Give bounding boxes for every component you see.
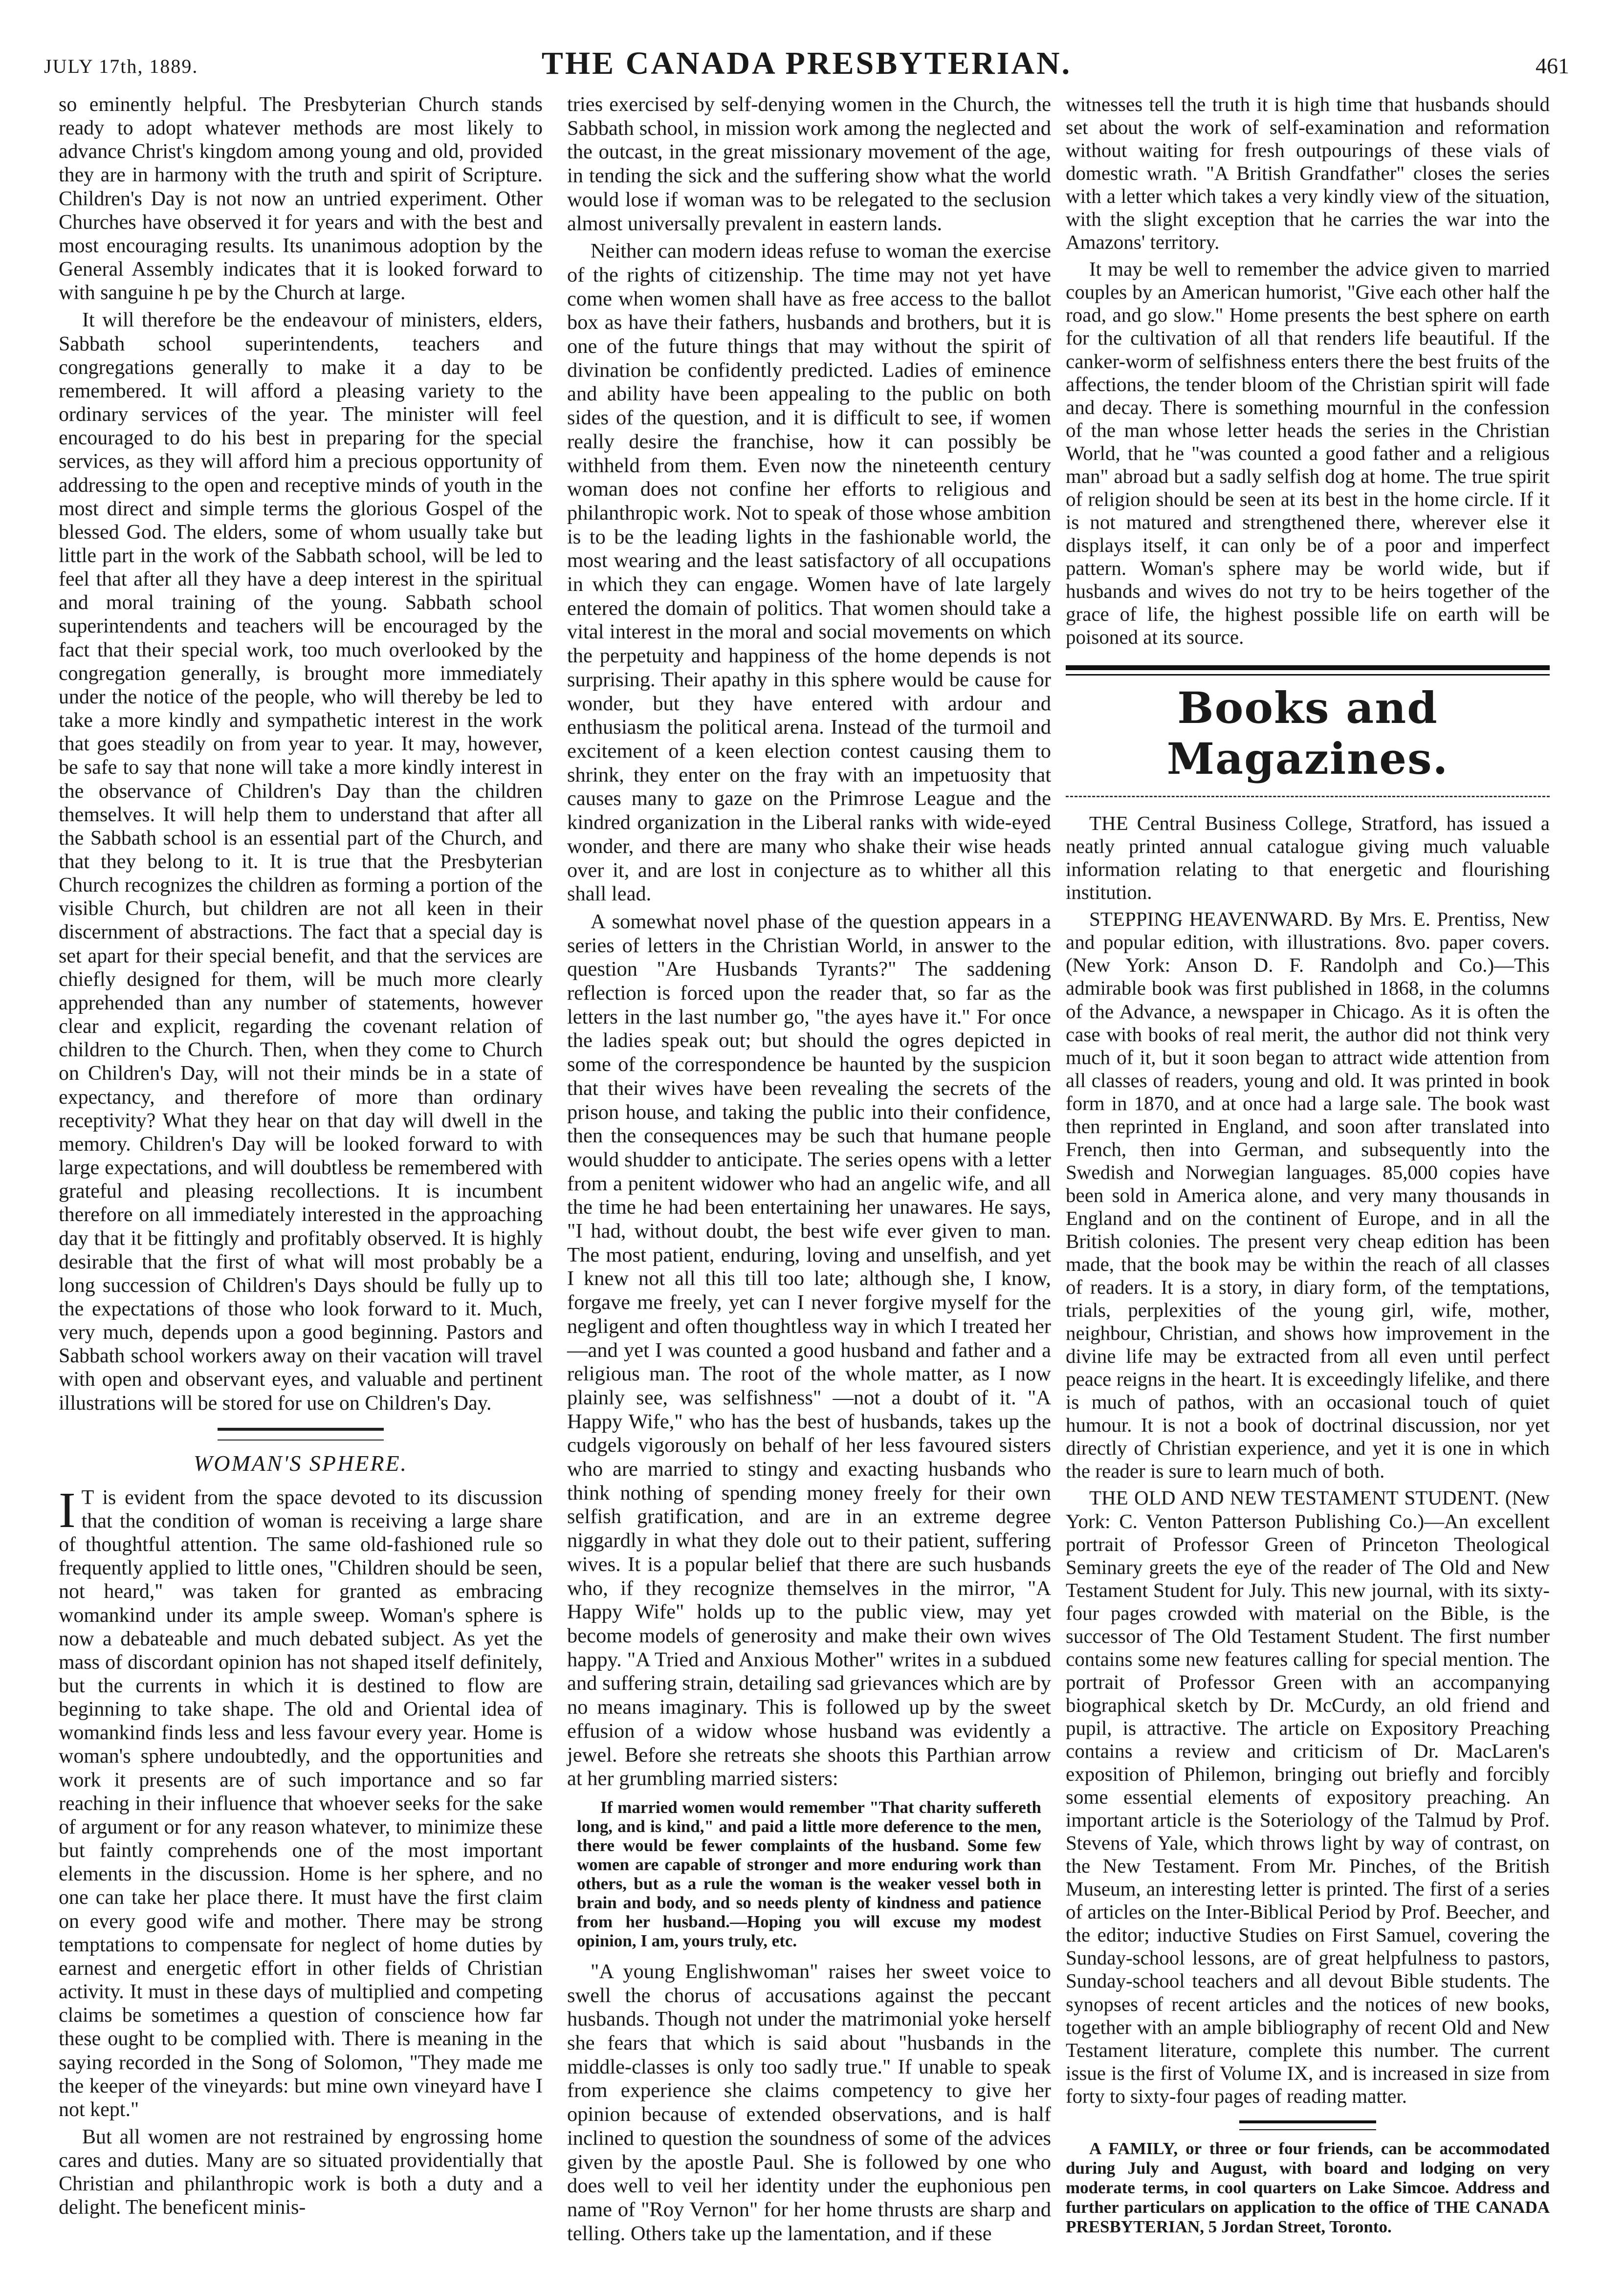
issue-date: JULY 17th, 1889. [44,55,198,77]
column-3 [1066,93,1550,2241]
review-paragraph: THE OLD AND NEW TESTAMENT STUDENT. (New York: C. Venton Patterson Publishing Co.)—An excellent portrait of Professor Green of Princeton Theological Seminary greets the eye of the reader of The Old and New Testament Student for July. This new journal, with its sixty-four pages crowded with material on the Bible, is the successor of The Old Testament Student. The first number contains some new features calling for special mention. The portrait of Professor Green with an accompanying biographical sketch by Dr. McCurdy, an old friend and pupil, is attractive. The article on Expository Preaching contains a review and criticism of Dr. MacLaren's exposition of Philemon, bringing out briefly and forcibly some essential elements of expository preaching. An important article is the Soteriology of the Talmud by Prof. Stevens of Yale, which throws light by way of contrast, on the New Testament. From Mr. Pinches, of the British Museum, an interesting letter is printed. The first of a series of articles on the Inter-Biblical Period by Prof. Beecher, and the editor; inductive Studies on First Samuel, covering the Sunday-school lessons, are of great helpfulness to pastors, Sunday-school teachers and all devout Bible students. The synopses of recent articles and the notices of new books, together with an ample bibliography of recent Old and New Testament literature, complete this number. The current issue is the first of Volume IX, and is increased in size from forty to sixty-four pages of reading matter. [1066,1486,1550,2107]
block-quote: If married women would remember "That charity suffereth long, and is kind," and paid a little more deference to the men, there would be fewer complaints of the husband. Some few women are capable of stronger and more enduring work than others, but as a rule the woman is the weaker vessel both in brain and body, and so needs plenty of kindness and patience from her husband.—Hoping you will excuse my modest opinion, I am, yours truly, etc. [577,1797,1041,1950]
thick-rule [1066,665,1550,670]
section-heading-books: Books and Magazines. [1166,682,1449,785]
article-paragraph: But all women are not restrained by engrossing home cares and duties. Many are so situated providentially that Christian and philanthropic work is both a duty and a delight. The beneficent minis- [59,2125,543,2219]
notice-paragraph: A FAMILY, or three or four friends, can be accommodated during July and August, with board and lodging on very moderate terms, in cool quarters on Lake Simcoe. Address and further particulars on application to the office of THE CANADA PRESBYTERIAN, 5 Jordan Street, Toronto. [1066,2139,1550,2236]
article-paragraph: "A young Englishwoman" raises her sweet voice to swell the chorus of accusations against the peccant husbands. Though not under the matrimonial yoke herself she fears that which is said about "husbands in the middle-classes is only too sadly true." If unable to speak from experience she claims competency to give her opinion because of extended observations, and is half inclined to question the soundness of some of the advices given by the apostle Paul. She is followed by one who does well to veil her identity under the euphonious pen name of "Roy Vernon" for her home thrusts are sharp and telling. Others take up the lamentation, and if these [567,1960,1051,2245]
review-paragraph: THE Central Business College, Stratford, has issued a neatly printed annual catalogue giving much valuable information relating to that energetic and flourishing institution. [1066,812,1550,904]
article-paragraph: tries exercised by self-denying women in the Church, the Sabbath school, in mission work among the neglected and the outcast, in the great missionary movement of the age, in tending the sick and the suffering show what the world would lose if woman was to be relegated to the seclusion almost universally prevalent in eastern lands. [567,93,1051,235]
review-paragraph: STEPPING HEAVENWARD. By Mrs. E. Prentiss, New and popular edition, with illustrations. 8vo. paper covers. (New York: Anson D. F. Randolph and Co.)—This admirable book was first published in 1868, in the columns of the Advance, a newspaper in Chicago. As it is often the case with books of real merit, the author did not think very much of it, but it soon began to attract wide attention from all classes of readers, young and old. It was printed in book form in 1870, and at once had a large sale. The book wast then reprinted in England, and soon after translated into French, then into German, and subsequently into the Swedish and Norwegian languages. 85,000 copies have been sold in America alone, and very many thousands in England and on the continent of Europe, and in all the British colonies. The present very cheap edition has been made, that the book may be within the reach of all classes of readers. It is a story, in diary form, of the temptations, trials, perplexities of the young girl, wife, mother, neighbour, Christian, and shows how improvement in the divine life may be extracted from all even until perfect peace reigns in the heart. It is exceedingly lifelike, and there is much of pathos, with an occasional touch of quiet humour. It is not a book of doctrinal discussion, nor yet directly of Christian experience, and yet it is one in which the reader is sure to learn much of both. [1066,908,1550,1483]
ornamental-rule [218,1428,384,1441]
article-paragraph [59,1482,543,2121]
newspaper-title: THE CANADA PRESBYTERIAN. [541,45,1072,81]
section-heading-womans-sphere: WOMAN'S SPHERE. [193,1450,408,1476]
article-paragraph: so eminently helpful. The Presbyterian Church stands ready to adopt whatever methods are most likely to advance Christ's kingdom among young and old, provided they are in harmony with the truth and spirit of Scripture. Children's Day is not now an untried experiment. Other Churches have observed it for years and with the best and most encouraging results. Its unanimous adoption by the General Assembly indicates that it is looked forward to with sanguine h pe by the Church at large. [59,93,543,305]
thin-rule [1066,674,1550,676]
article-paragraph: It will therefore be the endeavour of ministers, elders, Sabbath school superintendents, teachers and congregations generally to make it a day to be remembered. It will afford a pleasing variety to the ordinary services of the year. The minister will feel encouraged to do his best in preparing for the special services, as they will afford him a precious opportunity of addressing to the open and receptive minds of youth in the most direct and simple terms the glorious Gospel of the blessed God. The elders, some of whom usually take but little part in the work of the Sabbath school, will be led to feel that after all they have a deep interest in the spiritual and moral training of the young. Sabbath school superintendents and teachers will be encouraged by the fact that their special work, too much overlooked by the congregation generally, is brought more immediately under the notice of the people, who will thereby be led to take a more kindly and sympathetic interest in the work that goes steadily on from year to year. It may, however, be safe to say that none will take a more kindly interest in the observance of Children's Day than the children themselves. It will help them to understand that after all the Sabbath school is an essential part of the Church, and that they belong to it. It is true that the Presbyterian Church recognizes the children as forming a portion of the visible Church, but children are not all keen in their discernment of abstractions. The fact that a special day is set apart for their special benefit, and that the services are chiefly designed for them, will be much more clearly apprehended than any number of statements, however clear and explicit, regarding the covenant relation of children to the Church. Then, when they come to Church on Children's Day, will not their minds be in a state of expectancy, and therefore of more than ordinary receptivity? What they hear on that day will dwell in the memory. Children's Day will be looked forward to with large expectations, and will doubtless be remembered with grateful and pleasing recollections. It is incumbent therefore on all immediately interested in the approaching day that it be fittingly and profitably observed. It is highly desirable that the first of what will most probably be a long succession of Children's Days should be fully up to the expectations of those who look forward to it. Much, very much, depends upon a good beginning. Pastors and Sabbath school workers away on their vacation will travel with open and observant eyes, and valuable and pertinent illustrations will be stored for use on Children's Day. [59,309,543,1415]
article-text: T is evident from the space devoted to its discussion that the condition of woman is receiving a large share of thoughtful attention. The same old-fashioned rule so frequently applied to little ones, "Children should be seen, not heard," was taken for granted as embracing womankind under its ample sweep. Woman's sphere is now a debateable and much debated subject. As yet the mass of discordant opinion has not shaped itself definitely, but the currents in which it is destined to flow are beginning to take shape. The old and Oriental idea of womankind finds less and less favour every year. Home is woman's sphere undoubtedly, and the opportunities and work it presents are of such importance and so far reaching in their influence that whoever seeks for the sake of argument or for any reason whatever, to minimize these but faintly comprehends one of the most important elements in the discussion. Home is her sphere, and no one can take her place there. It must have the first claim on every good wife and mother. There may be strong temptations to compensate for neglect of home duties by earnest and energetic effort in other fields of Christian activity. It must in these days of multiplied and competing claims be sometimes a question of conscience how far these ought to be complied with. There is meaning in the saying recorded in the Song of Solomon, "They made me the keeper of the vineyards: but mine own vineyard have I not kept." [59,1486,543,2121]
article-paragraph: A somewhat novel phase of the question appears in a series of letters in the Christian World, in answer to the question "Are Husbands Tyrants?" The saddening reflection is forced upon the reader that, so far as the letters in the last number go, "the ayes have it." For once the ladies speak out; but should the ogres depicted in some of the correspondence be haunted by the suspicion that their wives have been revealing the secrets of the prison house, and taking the public into their confidence, then the consequences may be such that humane people would shudder to anticipate. The series opens with a letter from a penitent widower who had an angelic wife, and all the time he had been entertaining her unawares. He says, "I had, without doubt, the best wife ever given to man. The most patient, enduring, loving and unselfish, and yet I knew not all this till too late; although she, I know, forgave me freely, yet can I never forgive myself for the negligent and often thoughtless way in which I treated her—and yet I was counted a good husband and father and a religious man. The root of the whole matter, as I now plainly see, was selfishness" —not a doubt of it. "A Happy Wife," who has the best of husbands, takes up the cudgels vigorously on behalf of her less favoured sisters who are married to stingy and exacting husbands who think nothing of spending money freely for their own selfish gratification, and are in an extreme degree niggardly in what they dole out to their patient, suffering wives. It is a popular belief that there are such husbands who, if they recognize themselves in the mirror, "A Happy Wife" holds up to the public view, may yet become models of generosity and make their own wives happy. "A Tried and Anxious Mother" writes in a subdued and suffering strain, detailing sad grievances which are by no means imaginary. This is followed up by the sweet effusion of a widow whose husband was evidently a jewel. Before she retreats she shoots this Parthian arrow at her grumbling married sisters: [567,910,1051,1790]
masthead [44,35,1569,84]
dashed-rule [1066,796,1550,797]
article-paragraph: witnesses tell the truth it is high time that husbands should set about the work of self-examination and reformation without waiting for fresh outpourings of these vials of domestic wrath. "A British Grandfather" closes the series with a letter which takes a very kindly view of the situation, with the slight exception that he carries the war into the Amazons' territory. [1066,93,1550,254]
column-1 [59,93,543,2224]
page-number: 461 [1536,53,1569,78]
article-paragraph: It may be well to remember the advice given to married couples by an American humorist, "Give each other half the road, and go slow." Home presents the best sphere on earth for the cultivation of all that renders life beautiful. If the canker-worm of selfishness enters there the best fruits of the affections, the tender bloom of the Christian spirit will fade and decay. There is something mournful in the confession of the man whose letter heads the series in the Christian World, that he "was counted a good father and a religious man" abroad but a sadly selfish dog at home. The true spirit of religion should be seen at its best in the home circle. If it is not matured and strengthened there, wherever else it displays itself, it can only be of a poor and imperfect pattern. Woman's sphere may be world wide, but if husbands and wives do not try to be heirs together of the grace of life, the highest possible life on earth will be poisoned at its source. [1066,258,1550,649]
article-paragraph: Neither can modern ideas refuse to woman the exercise of the rights of citizenship. The time may not yet have come when women shall have as free access to the ballot box as have their fathers, husbands and brothers, but it is one of the future things that may without the spirit of divination be confidently predicted. Ladies of eminence and ability have been appealing to the public on both sides of the question, and it is difficult to see, if women really desire the franchise, how it can possibly be withheld from them. Even now the nineteenth century woman does not confine her efforts to religious and philanthropic work. Not to speak of those whose ambition is to be the leading lights in the fashionable world, the most wearing and the least satisfactory of all occupations in which they can engage. Women have of late largely entered the domain of politics. That women should take a vital interest in the moral and social movements on which the perpetuity and happiness of the home depends is not surprising. Their apathy in this sphere would be cause for wonder, but they have entered with ardour and enthusiasm the political arena. Instead of the turmoil and excitement of a keen election contest causing them to shrink, they enter on the fray with an impetuosity that causes many to gaze on the Primrose League and the kindred organization in the Liberal ranks with wide-eyed wonder, and there are many who shake their wise heads over it, and are lost in conjecture as to whither all this shall lead. [567,240,1051,906]
ornamental-rule [1239,2120,1376,2130]
drop-cap: I [59,1482,76,1538]
column-2 [567,93,1051,2249]
